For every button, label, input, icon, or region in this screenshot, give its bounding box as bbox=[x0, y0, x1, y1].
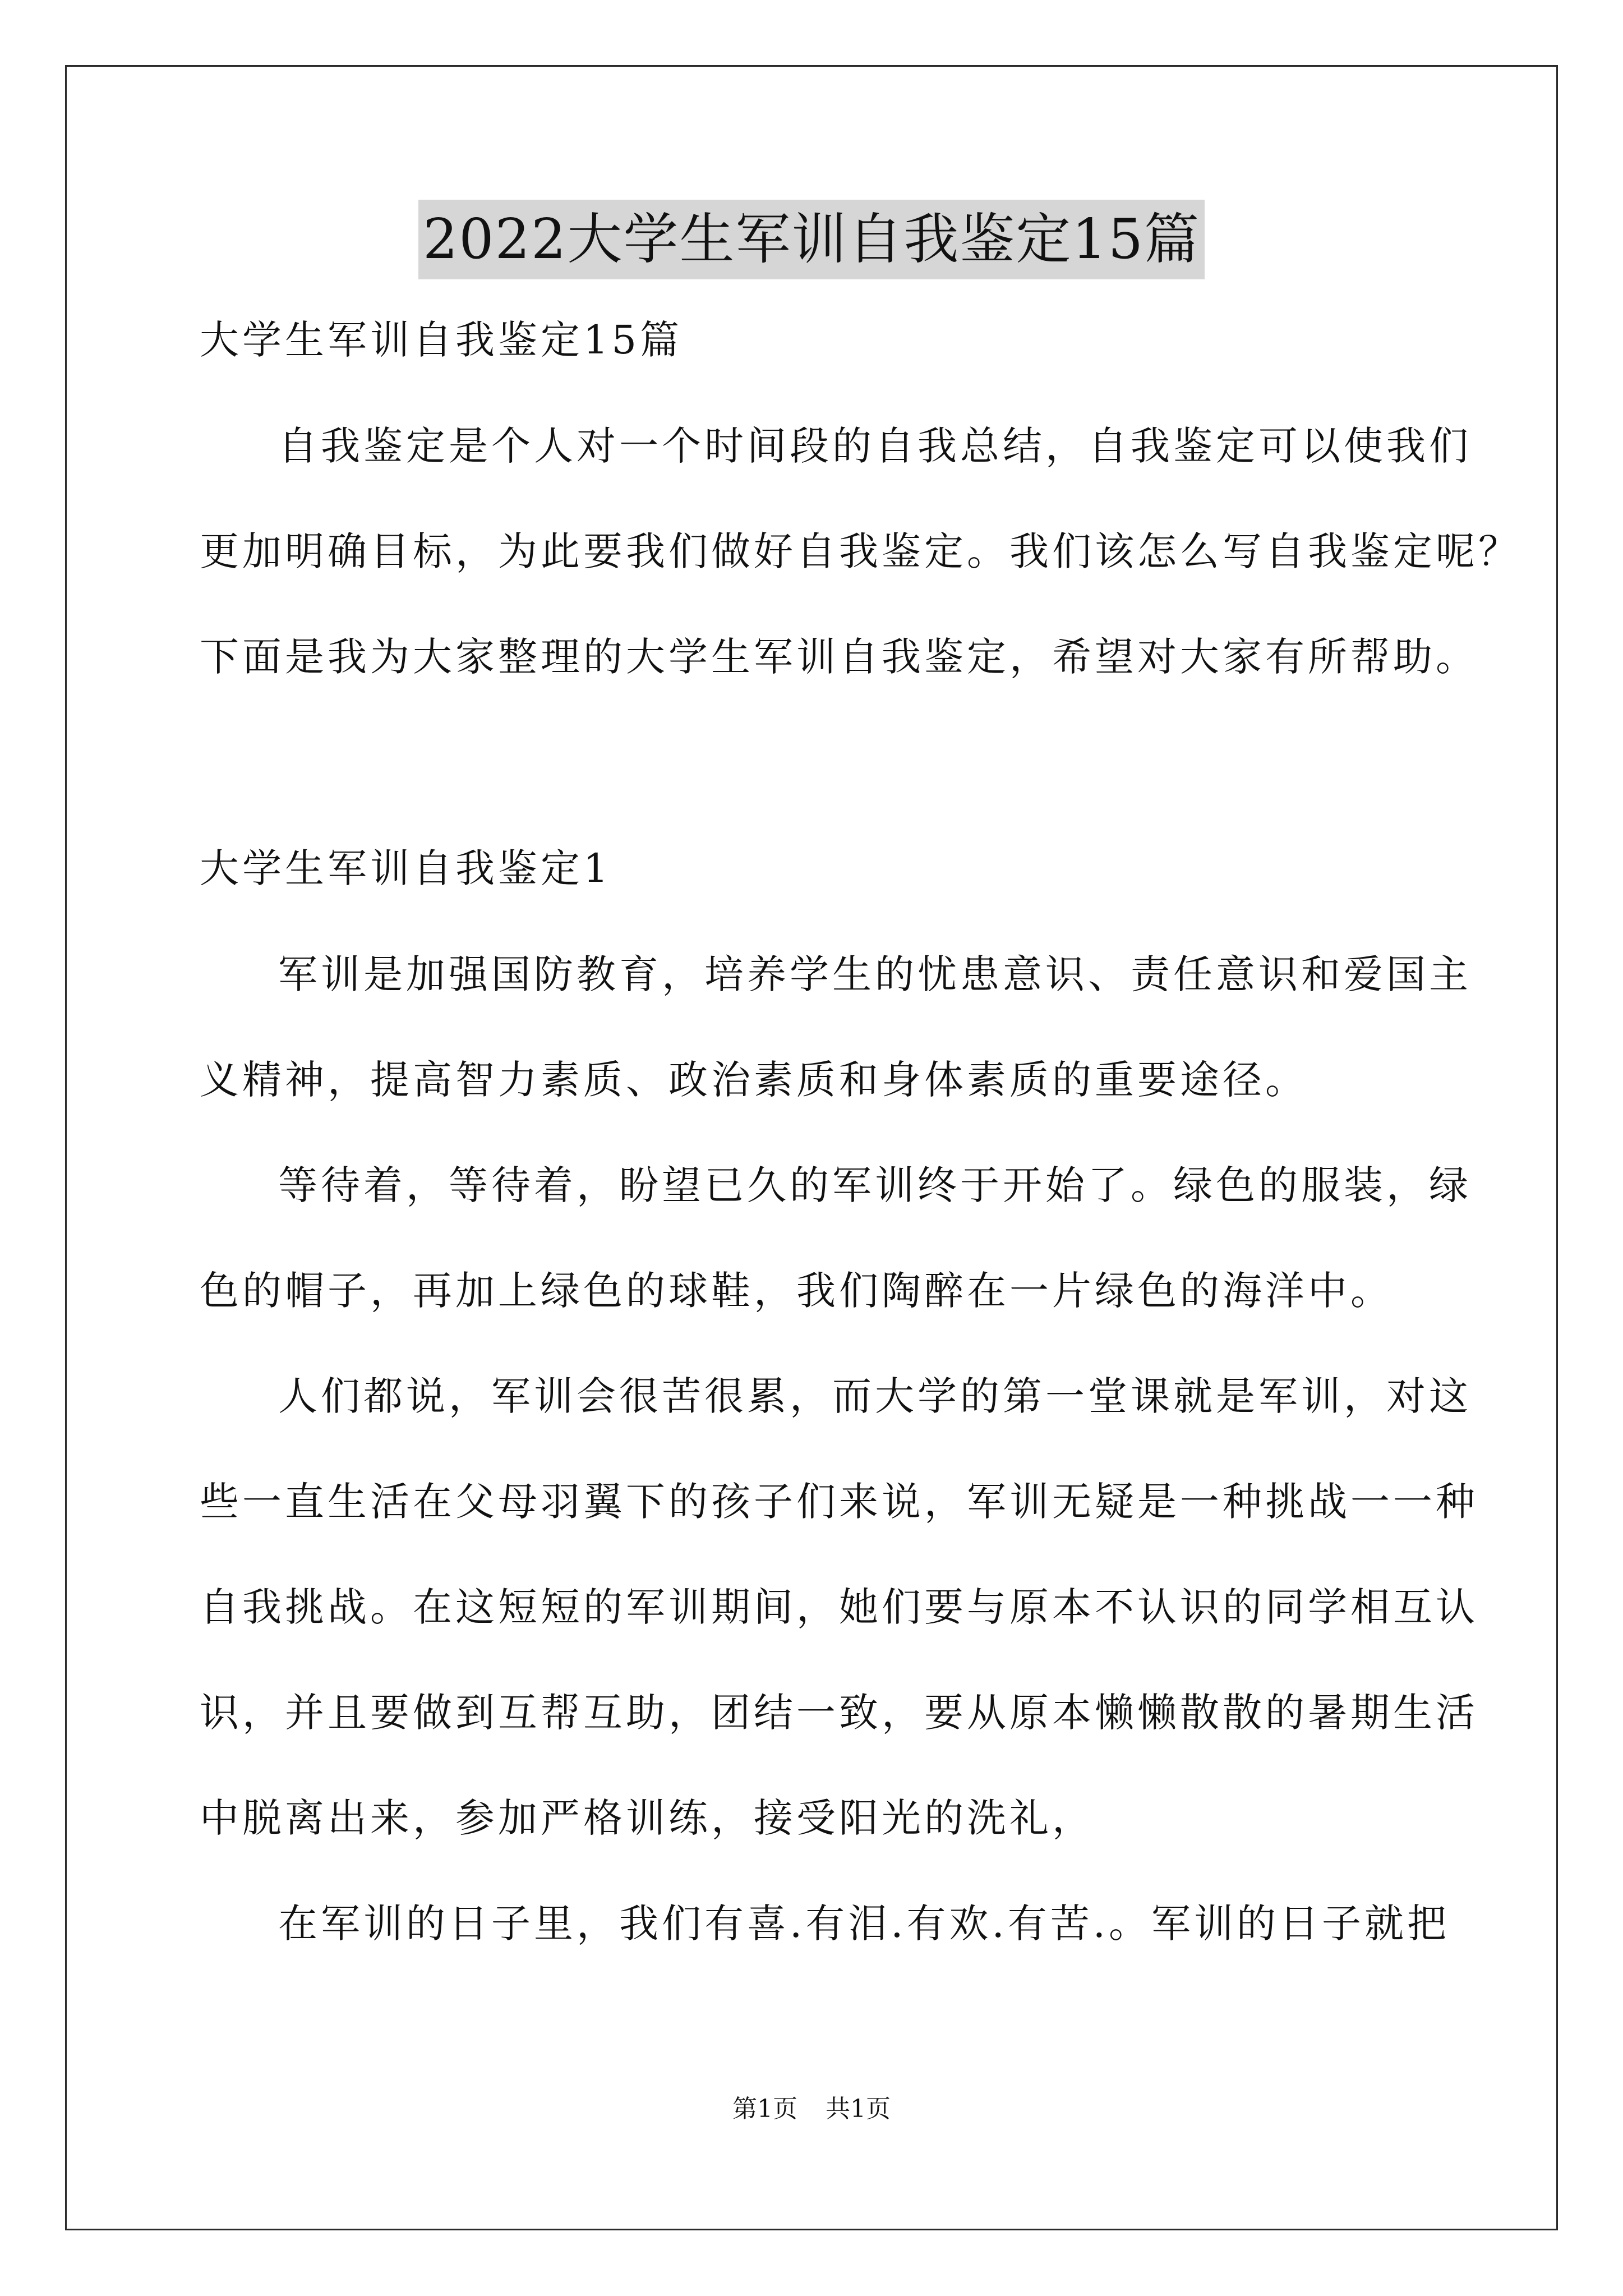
paragraph-line: 自我挑战。在这短短的军训期间，她们要与原本不认识的同学相互认 bbox=[200, 1584, 1478, 1630]
title-container bbox=[0, 200, 1623, 279]
paragraph-line: 在军训的日子里，我们有喜.有泪.有欢.有苦.。军训的日子就把 bbox=[278, 1901, 1450, 1947]
document-subtitle: 大学生军训自我鉴定15篇 bbox=[200, 317, 683, 363]
paragraph-line: 军训是加强国防教育，培养学生的忧患意识、责任意识和爱国主 bbox=[278, 951, 1472, 997]
document-title: 2022大学生军训自我鉴定15篇 bbox=[418, 200, 1205, 279]
section-heading: 大学生军训自我鉴定1 bbox=[200, 845, 612, 891]
paragraph-line: 些一直生活在父母羽翼下的孩子们来说，军训无疑是一种挑战一一种 bbox=[200, 1479, 1478, 1525]
paragraph-line: 中脱离出来，参加严格训练，接受阳光的洗礼， bbox=[200, 1795, 1095, 1841]
page-number-total: 共1页 bbox=[826, 2095, 891, 2123]
paragraph-line: 识，并且要做到互帮互助，团结一致，要从原本懒懒散散的暑期生活 bbox=[200, 1690, 1478, 1736]
intro-line: 更加明确目标，为此要我们做好自我鉴定。我们该怎么写自我鉴定呢？ bbox=[200, 528, 1521, 574]
intro-line: 下面是我为大家整理的大学生军训自我鉴定，希望对大家有所帮助。 bbox=[200, 634, 1478, 680]
paragraph-line: 色的帽子，再加上绿色的球鞋，我们陶醉在一片绿色的海洋中。 bbox=[200, 1268, 1393, 1314]
paragraph-line: 等待着，等待着，盼望已久的军训终于开始了。绿色的服装，绿 bbox=[278, 1162, 1472, 1208]
paragraph-line: 人们都说，军训会很苦很累，而大学的第一堂课就是军训，对这 bbox=[278, 1373, 1472, 1419]
intro-line: 自我鉴定是个人对一个时间段的自我总结，自我鉴定可以使我们 bbox=[278, 423, 1472, 469]
document-body bbox=[200, 313, 1521, 1950]
page-number-current: 第1页 bbox=[732, 2095, 797, 2123]
paragraph-line: 义精神，提高智力素质、政治素质和身体素质的重要途径。 bbox=[200, 1057, 1308, 1103]
page-footer bbox=[0, 2092, 1623, 2126]
